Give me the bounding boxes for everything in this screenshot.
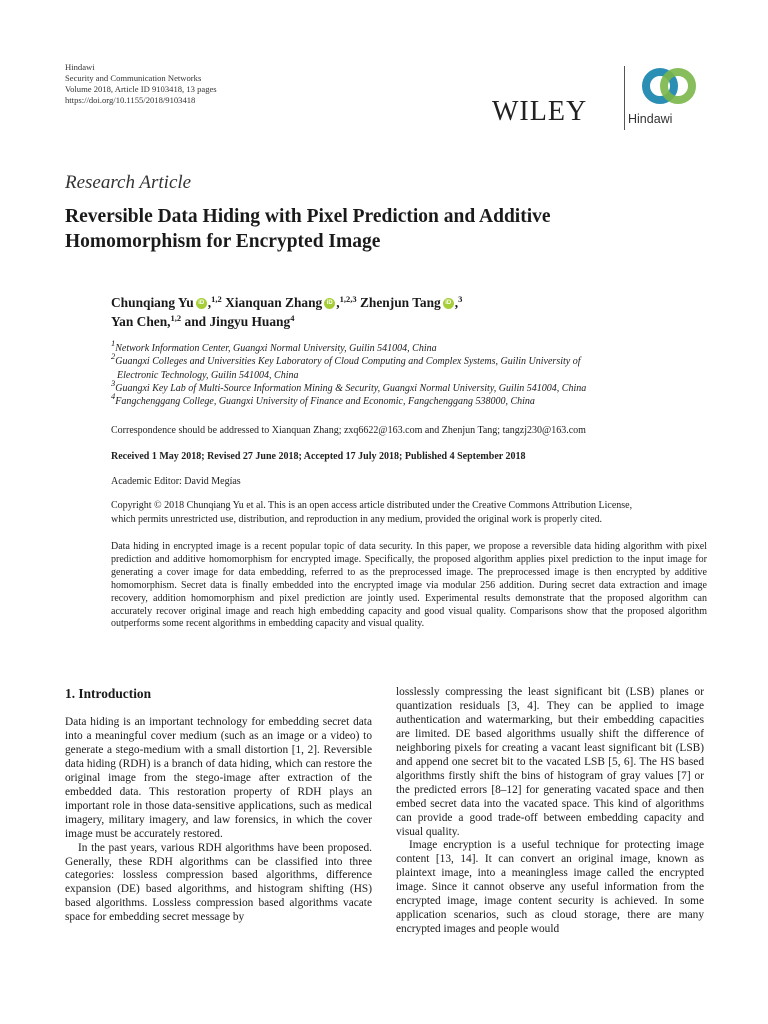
affiliation: $^4$Fangchenggang College, Guangxi University of Finance and Economic, Fangchenggang 538000, China	[111, 391, 535, 408]
orcid-icon[interactable]: iD	[443, 298, 454, 309]
wiley-logo: WILEY	[492, 96, 588, 127]
author-affil-sup: 4	[290, 313, 295, 323]
author-affil-sup: 1,2	[211, 294, 222, 304]
abstract: Data hiding in encrypted image is a recent popular topic of data security. In this paper, we propose a reversible data hiding algorithm with pixel prediction and additive homomorphism for encrypted image. Specifically, the proposed algorithm applies pixel prediction to the input image for generating a cover image for data embedding, referred to as the preprocessed image. The preprocessed image is then encrypted by additive homomorphism. Secret data is finally embedded into the encrypted image via modular 256 addition. During secret data extraction and image recovery, addition homomorphism and pixel prediction are jointly used. Experimental results demonstrate that the proposed algorithm can accurately recover original image and reach high embedding capacity and good visual quality. Comparisons show that the proposed algorithm outperforms some recent algorithms in embedding capacity and visual quality.	[111, 541, 707, 630]
affiliation: $^2$Guangxi Colleges and Universities Key Laboratory of Cloud Computing and Complex Systems, Guilin University of	[111, 351, 581, 368]
author-affil-sup: 3	[458, 294, 463, 304]
journal-meta	[65, 62, 217, 106]
author-line	[111, 312, 711, 331]
author-affil-sup: 1,2,3	[339, 294, 357, 304]
section-heading: 1. Introduction	[65, 686, 152, 701]
body-column-right	[396, 686, 704, 937]
affiliation-list	[111, 338, 701, 408]
body-column-left	[65, 716, 372, 925]
author-name: Xianquan Zhang	[225, 295, 323, 310]
hindawi-wordmark: Hindawi	[628, 112, 673, 126]
body-paragraph: Data hiding is an important technology for embedding secret data into a meaningful cover medium (such as an image or a video) to generate a stego-medium with a small distortion [1, 2]. Reversible data hiding (RDH) is a branch of data hiding, which can restore the original image from the stego-image after extraction of the embedded data. This restoration property of RDH plays an important role in those data-sensitive applications, such as medical imagery, military imagery, and law forensics, in which the cover image must be accurately restored.	[65, 716, 372, 840]
author-name: Yan Chen,	[111, 314, 171, 329]
hindawi-logo-icon	[638, 64, 702, 112]
orcid-icon[interactable]: iD	[324, 298, 335, 309]
copyright-line: Copyright © 2018 Chunqiang Yu et al. This is an open access article distributed under the Creative Commons Attribution License,	[111, 500, 633, 511]
author-line: Chunqiang Yu iD ,$^{1,2}$ Xianquan Zhang iD ,$^{1,2,3}$ Zhenjun Tang iD ,$^3$	[111, 294, 463, 310]
author-name: Chunqiang Yu	[111, 295, 194, 310]
affiliation: $^1$Network Information Center, Guangxi Normal University, Guilin 541004, China	[111, 338, 437, 354]
body-paragraph: losslessly compressing the least significant bit (LSB) planes or quantization residuals [3, 4]. They can be applied to image authentication and watermarking, but their embedding capacities are limited. DE based algorithms usually shift the difference of neighboring pixels for creating a vacant least significant bit (LSB) and append one secret bit to the vacated LSB [5, 6]. The HS based algorithms firstly shift the bins of histogram of gray values [7] or the predicted errors [8–12] for generating vacated space and then embed secret data into the vacated space. This kind of algorithms can provide a good trade-off between embedding capacity and visual quality.	[396, 686, 704, 838]
volume-line: Volume 2018, Article ID 9103418, 13 pages	[65, 84, 217, 94]
author-name: and Jingyu Huang	[184, 314, 291, 329]
author-name: Zhenjun Tang	[359, 295, 441, 310]
brand-divider	[624, 66, 625, 130]
title-line: Reversible Data Hiding with Pixel Prediction and Additive	[65, 206, 551, 227]
publication-dates: Received 1 May 2018; Revised 27 June 2018; Accepted 17 July 2018; Published 4 September 2018	[111, 451, 526, 462]
title-line: Homomorphism for Encrypted Image	[65, 231, 381, 252]
paper-title	[65, 204, 705, 254]
publisher-brand	[492, 60, 712, 135]
publisher-name: Hindawi	[65, 62, 95, 72]
author-affil-sup: 1,2	[170, 313, 182, 323]
copyright-line: which permits unrestricted use, distribution, and reproduction in any medium, provided the original work is properly cited.	[111, 513, 603, 525]
article-type: Research Article	[65, 172, 192, 193]
doi-link[interactable]: https://doi.org/10.1155/2018/9103418	[65, 95, 196, 105]
journal-name: Security and Communication Networks	[65, 73, 202, 83]
affiliation-continuation: Electronic Technology, Guilin 541004, China	[117, 369, 299, 381]
academic-editor: Academic Editor: David Megías	[111, 476, 241, 487]
affiliation: $^3$Guangxi Key Lab of Multi-Source Information Mining & Security, Guangxi Normal University, Guilin 541004, China	[111, 377, 587, 394]
body-paragraph: In the past years, various RDH algorithms have been proposed. Generally, these RDH algorithms can be classified into three categories: lossless compression based algorithms, difference expansion (DE) based algorithms, and histogram shifting (HS) based algorithms. Lossless compression based algorithms vacate space for embedding secret message by	[65, 841, 372, 924]
orcid-icon[interactable]: iD	[196, 298, 207, 309]
body-paragraph: Image encryption is a useful technique for protecting image content [13, 14]. It can convert an original image, known as plaintext image, into a meaningless image called the encrypted image. Since it cannot observe any useful information from the encrypted image, image content security is achieved. In some application scenarios, such as cloud storage, there are many encrypted images and people would	[396, 839, 704, 936]
correspondence: Correspondence should be addressed to Xianquan Zhang; zxq6622@163.com and Zhenjun Tang; tangzj230@163.com	[111, 425, 586, 436]
author-list	[111, 293, 711, 331]
copyright-notice	[111, 499, 707, 527]
